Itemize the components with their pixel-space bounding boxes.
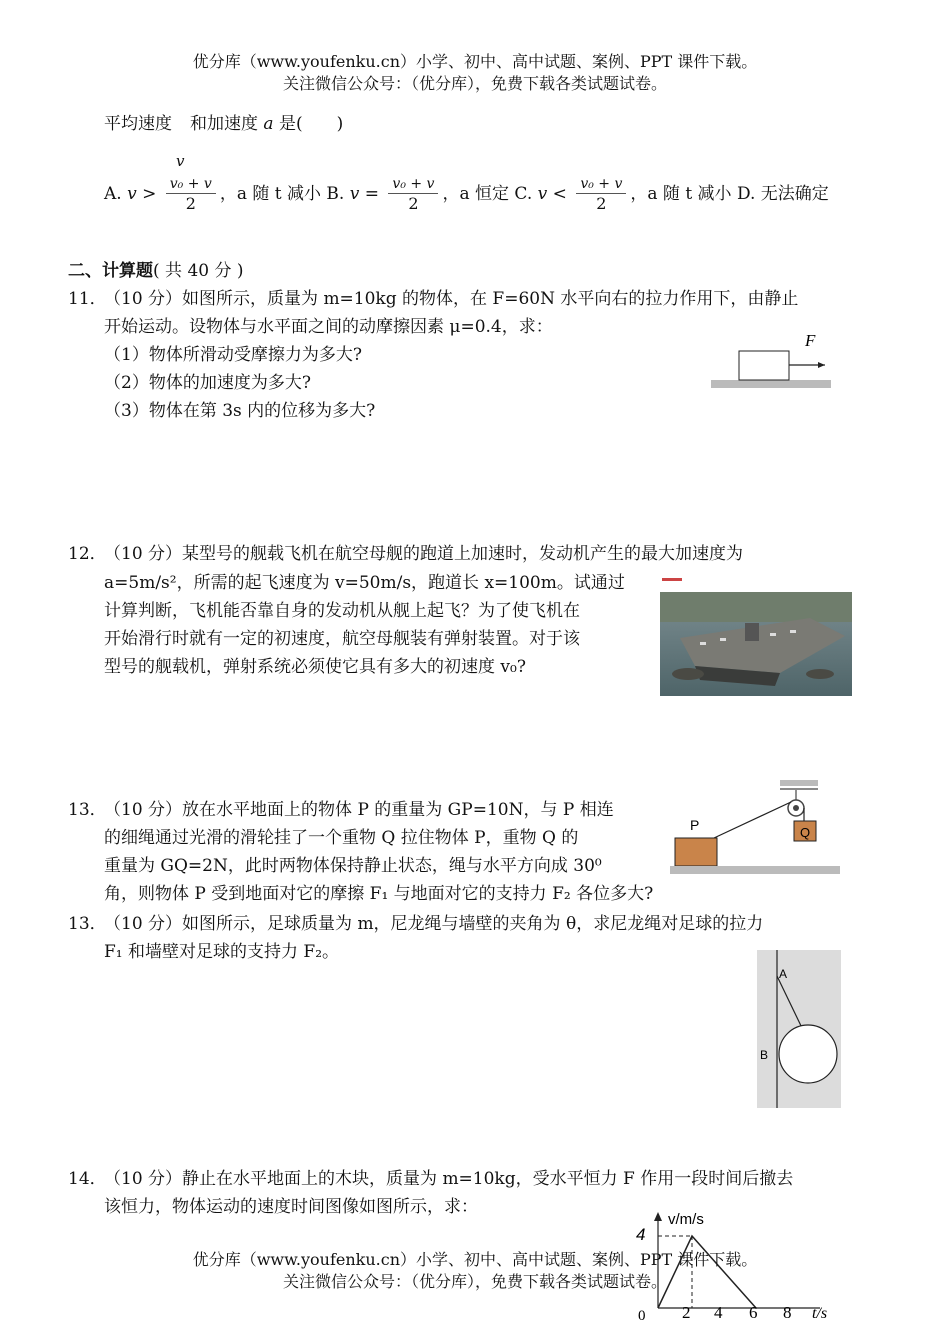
ground xyxy=(711,380,831,388)
q10-options: A. v > $\frac{\text{v₀ + v}}{2}$ ，a 随 t 减小 B. v = $\frac{\text{v₀ + v}}{2}$ ，a 恒定 C. v < $\frac{\text{v₀ + v}}{2}$ ，a 随 t 减小 D. 无法确定 xyxy=(104,176,829,213)
q13a-figure xyxy=(670,776,842,876)
q11-line-1: （10 分）如图所示，质量为 m=10kg 的物体，在 F=60N 水平向右的拉力作用下，由静止 xyxy=(104,289,799,309)
q13b-figure xyxy=(757,950,841,1108)
force-label: F xyxy=(805,331,816,350)
q11-sub-2: （2）物体的加速度为多大? xyxy=(104,373,311,393)
label-b: B xyxy=(760,1048,769,1062)
ground xyxy=(670,866,840,874)
x-tick: 8 xyxy=(783,1303,792,1322)
y-tick-4: 4 xyxy=(636,1225,646,1244)
q13b-line-2: F₁ 和墙壁对足球的支持力 F₂。 xyxy=(104,942,340,962)
label-q: Q xyxy=(800,825,811,840)
ball xyxy=(779,1025,837,1083)
origin-label: 0 xyxy=(638,1308,646,1324)
label-p: P xyxy=(690,817,700,833)
q13a-number: 13． xyxy=(68,800,107,820)
section-title: 二、计算题( 共 40 分 ) xyxy=(68,261,244,281)
block xyxy=(739,351,789,380)
label-a: A xyxy=(779,967,788,981)
q11-figure xyxy=(705,330,835,395)
q12-line-1: （10 分）某型号的舰载飞机在航空母舰的跑道上加速时，发动机产生的最大加速度为 xyxy=(104,544,744,564)
x-tick: 6 xyxy=(749,1303,758,1322)
q13b-number: 13． xyxy=(68,914,107,934)
q14-line-1: （10 分）静止在水平地面上的木块，质量为 m=10kg，受水平恒力 F 作用一段时间后撤去 xyxy=(104,1169,794,1189)
footer-line-2: 关注微信公众号：（优分库），免费下载各类试题试卷。 xyxy=(282,1272,667,1291)
q11-line-2: 开始运动。设物体与水平面之间的动摩擦因素 μ=0.4，求： xyxy=(104,317,553,337)
rope xyxy=(714,802,791,838)
x-tick: 4 xyxy=(714,1303,723,1322)
x-axis-label: t/s xyxy=(812,1305,828,1322)
q13a-line-4: 角，则物体 P 受到地面对它的摩擦 F₁ 与地面对它的支持力 F₂ 各位多大? xyxy=(104,884,654,904)
q11-sub-1: （1）物体所滑动受摩擦力为多大? xyxy=(104,345,362,365)
q12-number: 12． xyxy=(68,544,107,564)
q12-line-5: 型号的舰载机，弹射系统必须使它具有多大的初速度 v₀? xyxy=(104,657,526,677)
header-line-1: 优分库（www.youfenku.cn）小学、初中、高中试题、案例、PPT 课件下载。 xyxy=(192,52,758,71)
q12-line-3: 计算判断，飞机能否靠自身的发动机从舰上起飞？为了使飞机在 xyxy=(104,601,580,621)
q13a-line-2: 的细绳通过光滑的滑轮挂了一个重物 Q 拉住物体 P，重物 Q 的 xyxy=(104,828,579,848)
q13b-line-1: （10 分）如图所示，足球质量为 m，尼龙绳与墙壁的夹角为 θ，求尼龙绳对足球的拉力 xyxy=(104,914,764,934)
force-arrowhead xyxy=(818,362,825,368)
q14-line-2: 该恒力，物体运动的速度时间图像如图所示，求： xyxy=(104,1197,478,1217)
footer-line-1: 优分库（www.youfenku.cn）小学、初中、高中试题、案例、PPT 课件下载。 xyxy=(192,1250,758,1269)
q10-stem: 平均速度 v 和加速度 a 是( ) xyxy=(104,114,344,170)
y-axis-label: v/m/s xyxy=(668,1211,704,1228)
q13a-line-3: 重量为 GQ=2N，此时两物体保持静止状态，绳与水平方向成 30⁰ xyxy=(104,856,602,876)
x-tick: 2 xyxy=(682,1303,691,1322)
ceiling xyxy=(780,780,818,786)
q14-number: 14． xyxy=(68,1169,107,1189)
block-p xyxy=(675,838,717,866)
q11-number: 11． xyxy=(68,289,107,309)
q11-sub-3: （3）物体在第 3s 内的位移为多大? xyxy=(104,401,376,421)
q13a-line-1: （10 分）放在水平地面上的物体 P 的重量为 GP=10N，与 P 相连 xyxy=(104,800,614,820)
aircraft-carrier-photo xyxy=(660,578,852,696)
q12-line-2: a=5m/s²，所需的起飞速度为 v=50m/s，跑道长 x=100m。试通过 xyxy=(104,573,625,593)
q12-line-4: 开始滑行时就有一定的初速度，航空母舰装有弹射装置。对于该 xyxy=(104,629,580,649)
header-line-2: 关注微信公众号：（优分库），免费下载各类试题试卷。 xyxy=(282,74,667,93)
